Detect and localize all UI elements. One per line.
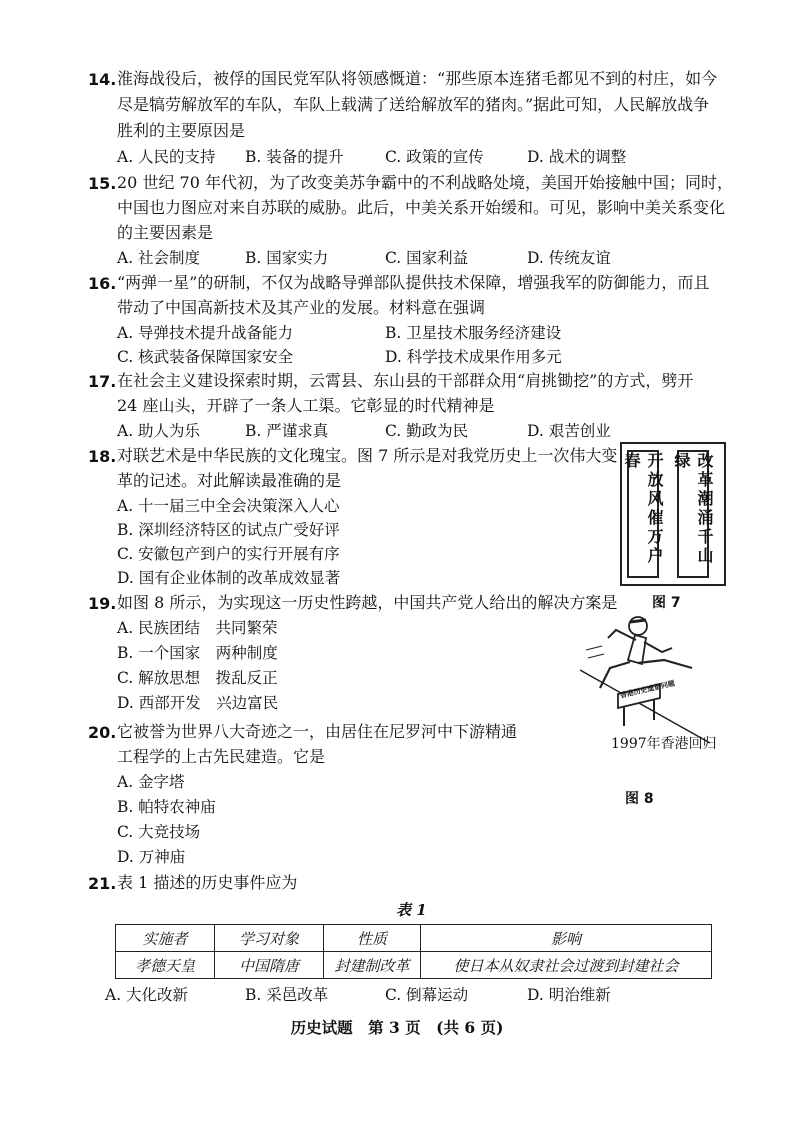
option-a: A. 大化改新 bbox=[105, 986, 189, 1004]
option-a: A. 人民的支持 bbox=[117, 148, 216, 166]
couplet-left: 开放风催万户春 bbox=[627, 450, 659, 578]
option-c: C. 政策的宣传 bbox=[385, 148, 484, 166]
option-b: B. 一个国家 两种制度 bbox=[117, 644, 278, 662]
option-b: B. 装备的提升 bbox=[245, 148, 344, 166]
table-cell: 封建制改革 bbox=[324, 952, 421, 979]
question-text-line: 20 世纪 70 年代初，为了改变美苏争霸中的不利战略处境，美国开始接触中国；同时， bbox=[117, 173, 733, 192]
option-d: D. 科学技术成果作用多元 bbox=[385, 348, 562, 366]
table-cell: 使日本从奴隶社会过渡到封建社会 bbox=[421, 952, 712, 979]
option-c: C. 勤政为民 bbox=[385, 422, 469, 440]
option-b: B. 国家实力 bbox=[245, 249, 329, 267]
option-c: C. 国家利益 bbox=[385, 249, 469, 267]
option-a: A. 助人为乐 bbox=[117, 422, 201, 440]
figure-caption: 图 7 bbox=[652, 595, 681, 611]
option-a: A. 民族团结 共同繁荣 bbox=[117, 619, 278, 637]
question-number: 15. bbox=[88, 174, 117, 193]
option-d: D. 国有企业体制的改革成效显著 bbox=[117, 569, 341, 587]
option-a: A. 金字塔 bbox=[117, 773, 185, 791]
option-d: D. 明治维新 bbox=[527, 986, 611, 1004]
question-text-line: 表 1 描述的历史事件应为 bbox=[117, 873, 298, 892]
table-header: 实施者 bbox=[116, 925, 215, 952]
table-header: 影响 bbox=[421, 925, 712, 952]
option-b: B. 卫星技术服务经济建设 bbox=[385, 324, 562, 342]
question-number: 20. bbox=[88, 723, 117, 742]
option-c: C. 大竞技场 bbox=[117, 823, 201, 841]
option-c: C. 解放思想 拨乱反正 bbox=[117, 669, 278, 687]
question-number: 19. bbox=[88, 594, 117, 613]
couplet-right: 改革潮涌千山绿 bbox=[677, 450, 709, 578]
question-text-line: 对联艺术是中华民族的文化瑰宝。图 7 所示是对我党历史上一次伟大变 bbox=[117, 446, 618, 465]
option-d: D. 战术的调整 bbox=[527, 148, 627, 166]
option-d: D. 西部开发 兴边富民 bbox=[117, 694, 279, 712]
hurdler-illustration bbox=[580, 608, 730, 748]
option-b: B. 严谨求真 bbox=[245, 422, 329, 440]
question-number: 14. bbox=[88, 70, 117, 89]
option-b: B. 帕特农神庙 bbox=[117, 798, 216, 816]
option-d: D. 传统友谊 bbox=[527, 249, 611, 267]
question-text-line: 如图 8 所示，为实现这一历史性跨越，中国共产党人给出的解决方案是 bbox=[117, 593, 618, 612]
option-c: C. 核武装备保障国家安全 bbox=[117, 348, 294, 366]
table-cell: 孝德天皇 bbox=[116, 952, 215, 979]
figure-label: 1997年香港回归 bbox=[611, 736, 717, 752]
option-a: A. 社会制度 bbox=[117, 249, 201, 267]
question-text-line: “两弹一星”的研制，不仅为战略导弹部队提供技术保障，增强我军的防御能力，而且 bbox=[117, 273, 710, 292]
option-b: B. 深圳经济特区的试点广受好评 bbox=[117, 521, 340, 539]
question-text-line: 胜利的主要原因是 bbox=[117, 121, 246, 140]
table-cell: 中国隋唐 bbox=[215, 952, 324, 979]
table-row bbox=[116, 952, 712, 979]
figure-caption: 图 8 bbox=[625, 791, 654, 807]
question-text-line: 的主要因素是 bbox=[117, 223, 214, 242]
table-header-row bbox=[116, 925, 712, 952]
question-number: 18. bbox=[88, 447, 117, 466]
option-c: C. 安徽包产到户的实行开展有序 bbox=[117, 545, 340, 563]
question-text-line: 工程学的上古先民建造。它是 bbox=[117, 747, 326, 766]
table-header: 学习对象 bbox=[215, 925, 324, 952]
question-number: 21. bbox=[88, 874, 117, 893]
hurdle-label: 香港历史遗留问题 bbox=[619, 678, 676, 700]
option-a: A. 十一届三中全会决策深入人心 bbox=[117, 497, 340, 515]
option-d: D. 万神庙 bbox=[117, 848, 186, 866]
question-number: 16. bbox=[88, 274, 117, 293]
question-text-line: 在社会主义建设探索时期，云霄县、东山县的干部群众用“肩挑锄挖”的方式，劈开 bbox=[117, 371, 694, 390]
question-text-line: 淮海战役后，被俘的国民党军队将领感慨道：“那些原本连猪毛都见不到的村庄，如今 bbox=[117, 69, 718, 88]
option-d: D. 艰苦创业 bbox=[527, 422, 611, 440]
question-text-line: 带动了中国高新技术及其产业的发展。材料意在强调 bbox=[117, 298, 486, 317]
table-header: 性质 bbox=[324, 925, 421, 952]
table-title: 表 1 bbox=[396, 901, 427, 919]
question-text-line: 24 座山头，开辟了一条人工渠。它彰显的时代精神是 bbox=[117, 396, 495, 415]
option-c: C. 倒幕运动 bbox=[385, 986, 469, 1004]
question-number: 17. bbox=[88, 372, 117, 391]
question-text-line: 革的记述。对此解读最准确的是 bbox=[117, 471, 342, 490]
table-1 bbox=[115, 924, 712, 979]
option-a: A. 导弹技术提升战备能力 bbox=[117, 324, 294, 342]
page-footer: 历史试题 第 3 页 (共 6 页) bbox=[290, 1018, 504, 1037]
question-text-line: 中国也力图应对来自苏联的威胁。此后，中美关系开始缓和。可见，影响中美关系变化 bbox=[117, 198, 726, 217]
option-b: B. 采邑改革 bbox=[245, 986, 329, 1004]
question-text-line: 尽是犒劳解放军的车队，车队上载满了送给解放军的猪肉。”据此可知，人民解放战争 bbox=[117, 95, 710, 114]
question-text-line: 它被誉为世界八大奇迹之一，由居住在尼罗河中下游精通 bbox=[117, 722, 518, 741]
